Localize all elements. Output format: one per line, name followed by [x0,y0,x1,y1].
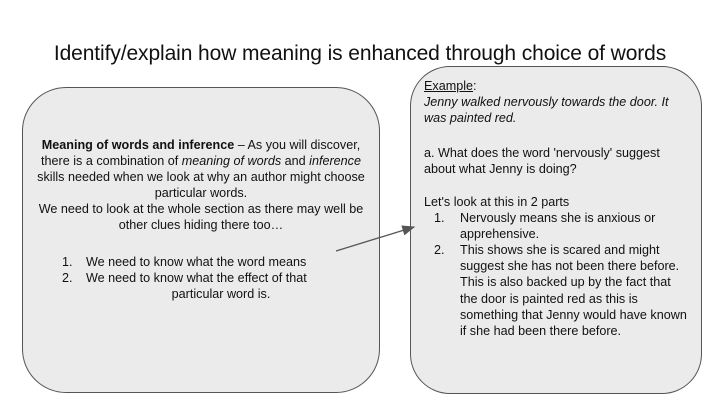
list-number: 2. [434,243,445,258]
question-text: a. What does the word 'nervously' suggest about what Jenny is doing? [424,146,660,177]
list-number: 1. [434,211,445,226]
list-number: 1. [62,255,73,269]
list-number: 2. [62,271,73,286]
paragraph-text: skills needed when we look at why an author might choose particular words. [37,170,365,201]
page-title: Identify/explain how meaning is enhanced through choice of words [53,42,667,65]
paragraph-heading: Meaning of words and inference [41,138,235,152]
italic-meaning: meaning of words [181,154,282,169]
paragraph-text: We need to look at the whole section as there may well be other clues hiding there too… [38,202,364,233]
list-text: We need to know what the word means [86,255,307,269]
list-text-continued: particular word is. [171,287,271,302]
italic-inference: inference [309,154,361,169]
parts-intro: Let's look at this in 2 parts [424,195,570,209]
paragraph-text: – As you will discover, there is a combination of [41,138,361,169]
example-colon: : [473,79,477,93]
example-text: Jenny walked nervously towards the door. It was painted red. [424,95,669,126]
arrow-line [336,227,414,251]
list-text: Nervously means she is anxious or apprehensive. [460,211,656,242]
paragraph-text: and [281,154,310,169]
list-text: This shows she is scared and might suggest she has not been there before. This is also backed up by the fact that the door is painted red as this is something that Jenny would have known if she had been there before. [460,243,687,338]
example-label: Example [424,79,473,93]
list-text: We need to know what the effect of that [86,271,307,286]
